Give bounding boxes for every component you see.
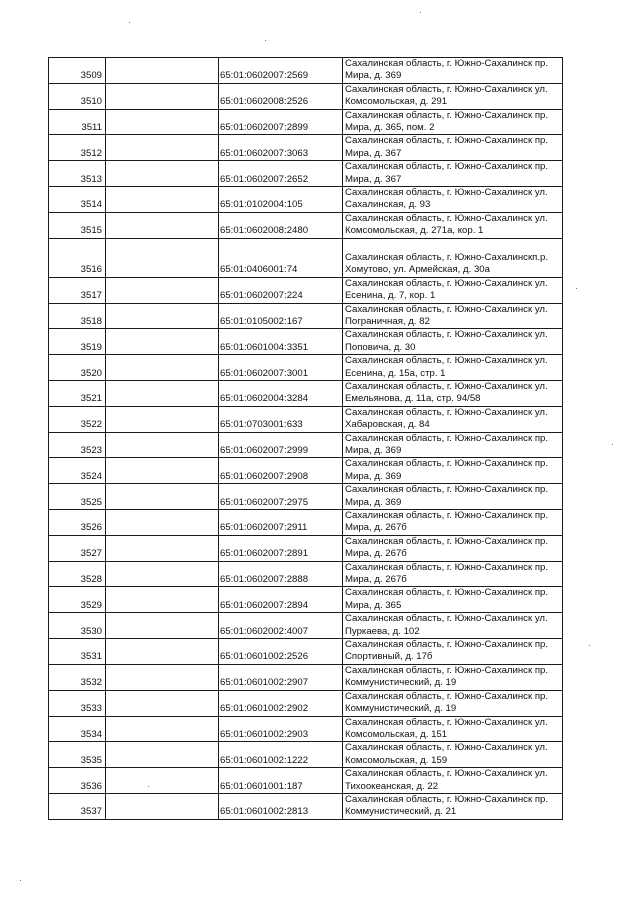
address-cell (343, 510, 563, 536)
row-number: 3527 (49, 535, 106, 561)
address-cell (343, 535, 563, 561)
address-line: Сахалинская область, г. Южно-Сахалинск пр. (345, 161, 549, 173)
row-number: 3535 (49, 742, 106, 768)
empty-cell (106, 135, 219, 161)
table-row (49, 109, 563, 135)
cadastral-number: 65:01:0601002:2813 (219, 793, 343, 819)
address-line: Сахалинская область, г. Южно-Сахалинск пр. (345, 510, 549, 521)
row-number: 3522 (49, 406, 106, 432)
row-number: 3515 (49, 212, 106, 238)
empty-cell (106, 303, 219, 329)
address-line: Сахалинская область, г. Южно-Сахалинск пр. (345, 432, 549, 444)
empty-cell (106, 561, 219, 587)
empty-cell (106, 238, 219, 277)
address-line: Тихоокеанская, д. 22 (345, 780, 439, 792)
cadastral-number: 65:01:0601002:2903 (219, 716, 343, 742)
address-line: Коммунистический, д. 19 (345, 703, 457, 715)
address-cell (343, 58, 563, 84)
address-line: Сахалинская область, г. Южно-Сахалинск пр. (345, 690, 549, 702)
empty-cell (106, 187, 219, 213)
cadastral-number: 65:01:0602007:3063 (219, 135, 343, 161)
address-line: Сахалинская область, г. Южно-Сахалинск ул. (345, 768, 548, 780)
row-number: 3521 (49, 380, 106, 406)
address-line: Сахалинская область, г. Южно-Сахалинск пр. (345, 535, 549, 547)
address-line: Мира, д. 367 (345, 147, 402, 159)
scan-speck (148, 786, 149, 787)
row-number: 3529 (49, 587, 106, 613)
empty-cell (106, 329, 219, 355)
address-line: Мира, д. 267б (345, 548, 407, 560)
table-row (49, 355, 563, 381)
empty-cell (106, 355, 219, 381)
address-line: Сахалинская область, г. Южно-Сахалинск пр. (345, 664, 549, 676)
cadastral-number: 65:01:0601004:3351 (219, 329, 343, 355)
scan-speck (612, 444, 613, 445)
address-line: Сахалинская область, г. Южно-Сахалинск ул. (345, 187, 548, 199)
row-number: 3519 (49, 329, 106, 355)
empty-cell (106, 613, 219, 639)
address-line: Сахалинская область, г. Южно-Сахалинск пр. (345, 587, 549, 599)
row-number: 3531 (49, 639, 106, 665)
cadastral-number: 65:01:0602002:4007 (219, 613, 343, 639)
address-line: Пограничная, д. 82 (345, 315, 430, 327)
cadastral-number: 65:01:0602007:2891 (219, 535, 343, 561)
cadastral-number: 65:01:0105002:167 (219, 303, 343, 329)
row-number: 3524 (49, 458, 106, 484)
address-line: Сахалинская область, г. Южно-Сахалинск ул. (345, 742, 548, 754)
empty-cell (106, 484, 219, 510)
table-row (49, 238, 563, 277)
address-cell (343, 716, 563, 742)
address-cell (343, 664, 563, 690)
address-cell (343, 639, 563, 665)
address-line: Сахалинская область, г. Южно-Сахалинск ул. (345, 406, 548, 418)
table-row (49, 406, 563, 432)
address-cell (343, 135, 563, 161)
address-cell (343, 768, 563, 794)
table-row (49, 793, 563, 819)
scan-speck (589, 645, 590, 646)
empty-cell (106, 716, 219, 742)
address-line: Мира, д. 267б (345, 522, 407, 534)
row-number: 3533 (49, 690, 106, 716)
cadastral-number: 65:01:0601002:1222 (219, 742, 343, 768)
scan-speck (265, 40, 266, 41)
address-line: Комсомольская, д. 271а, кор. 1 (345, 225, 484, 237)
row-number: 3530 (49, 613, 106, 639)
table-row (49, 58, 563, 84)
row-number: 3534 (49, 716, 106, 742)
address-line: Емельянова, д. 11а, стр. 94/58 (345, 393, 481, 405)
table-row (49, 664, 563, 690)
empty-cell (106, 793, 219, 819)
table-row (49, 639, 563, 665)
table-row (49, 742, 563, 768)
row-number: 3525 (49, 484, 106, 510)
address-cell (343, 109, 563, 135)
address-cell (343, 277, 563, 303)
table-row (49, 380, 563, 406)
cadastral-number: 65:01:0601002:2526 (219, 639, 343, 665)
address-line: Сахалинская область, г. Южно-Сахалинск пр. (345, 561, 549, 573)
empty-cell (106, 639, 219, 665)
row-number: 3523 (49, 432, 106, 458)
registry-table (48, 57, 563, 820)
cadastral-number: 65:01:0602007:3001 (219, 355, 343, 381)
address-line: Сахалинская область, г. Южно-Сахалинск ул. (345, 355, 548, 367)
address-line: Сахалинская область, г. Южно-Сахалинск ул. (345, 613, 548, 625)
table-row (49, 187, 563, 213)
address-cell (343, 355, 563, 381)
row-number: 3536 (49, 768, 106, 794)
cadastral-number: 65:01:0602007:2894 (219, 587, 343, 613)
cadastral-number: 65:01:0602007:2899 (219, 109, 343, 135)
table-row (49, 613, 563, 639)
row-number: 3526 (49, 510, 106, 536)
address-line: Сахалинская область, г. Южно-Сахалинск ул. (345, 329, 548, 341)
cadastral-number: 65:01:0602007:224 (219, 277, 343, 303)
row-number: 3513 (49, 161, 106, 187)
address-line: Комсомольская, д. 151 (345, 728, 448, 740)
empty-cell (106, 380, 219, 406)
address-cell (343, 161, 563, 187)
address-line: Хабаровская, д. 84 (345, 419, 430, 431)
row-number: 3511 (49, 109, 106, 135)
empty-cell (106, 690, 219, 716)
address-line: Сахалинская область, г. Южно-Сахалинск пр. (345, 109, 549, 121)
address-line: Сахалинская область, г. Южно-Сахалинск пр. (345, 484, 549, 496)
table-row (49, 716, 563, 742)
address-line: Мира, д. 267б (345, 574, 407, 586)
address-line: Сахалинская область, г. Южно-Сахалинск ул. (345, 83, 548, 95)
table-row (49, 277, 563, 303)
empty-cell (106, 664, 219, 690)
cadastral-number: 65:01:0602004:3284 (219, 380, 343, 406)
empty-cell (106, 742, 219, 768)
table-row (49, 83, 563, 109)
address-cell (343, 238, 563, 277)
row-number: 3518 (49, 303, 106, 329)
table-row (49, 510, 563, 536)
cadastral-number: 65:01:0602007:2888 (219, 561, 343, 587)
address-line: Мира, д. 369 (345, 496, 402, 508)
row-number: 3512 (49, 135, 106, 161)
address-line: Сахалинская область, г. Южно-Сахалинск пр. (345, 58, 549, 69)
scan-speck (420, 12, 421, 13)
address-cell (343, 690, 563, 716)
empty-cell (106, 768, 219, 794)
address-line: Сахалинская область, г. Южно-Сахалинск пр. (345, 639, 549, 651)
address-line: Мира, д. 365 (345, 599, 402, 611)
cadastral-number: 65:01:0602007:2569 (219, 58, 343, 84)
address-line: Сахалинская область, г. Южно-Сахалинск ул. (345, 212, 548, 224)
empty-cell (106, 58, 219, 84)
scan-speck (576, 288, 577, 289)
row-number: 3528 (49, 561, 106, 587)
address-cell (343, 187, 563, 213)
address-line: Сахалинская область, г. Южно-Сахалинск пр. (345, 793, 549, 805)
address-line: Сахалинская область, г. Южно-Сахалинск ул. (345, 277, 548, 289)
table-row (49, 432, 563, 458)
address-cell (343, 432, 563, 458)
address-line: Мира, д. 369 (345, 70, 402, 82)
row-number: 3509 (49, 58, 106, 84)
address-line: Сахалинская область, г. Южно-Сахалинскп.р. (345, 251, 549, 263)
table-row (49, 768, 563, 794)
empty-cell (106, 212, 219, 238)
table-row (49, 161, 563, 187)
cadastral-number: 65:01:0601001:187 (219, 768, 343, 794)
address-line: Есенина, д. 15а, стр. 1 (345, 367, 446, 379)
table-row (49, 458, 563, 484)
address-cell (343, 793, 563, 819)
address-line: Сахалинская область, г. Южно-Сахалинск пр. (345, 135, 549, 147)
empty-cell (106, 83, 219, 109)
row-number: 3510 (49, 83, 106, 109)
table-row (49, 135, 563, 161)
address-line: Сахалинская область, г. Южно-Сахалинск ул. (345, 303, 548, 315)
cadastral-number: 65:01:0601002:2902 (219, 690, 343, 716)
empty-cell (106, 432, 219, 458)
empty-cell (106, 535, 219, 561)
address-line: Хомутово, ул. Армейская, д. 30а (345, 264, 490, 276)
empty-cell (106, 277, 219, 303)
table-row (49, 212, 563, 238)
cadastral-number: 65:01:0602007:2911 (219, 510, 343, 536)
scan-speck (20, 880, 21, 881)
table-row (49, 535, 563, 561)
empty-cell (106, 458, 219, 484)
address-line: Есенина, д. 7, кор. 1 (345, 290, 436, 302)
table-row (49, 587, 563, 613)
scan-speck (129, 22, 130, 23)
cadastral-number: 65:01:0102004:105 (219, 187, 343, 213)
empty-cell (106, 406, 219, 432)
address-cell (343, 484, 563, 510)
cadastral-number: 65:01:0602008:2526 (219, 83, 343, 109)
address-cell (343, 380, 563, 406)
table-row (49, 484, 563, 510)
cadastral-number: 65:01:0703001:633 (219, 406, 343, 432)
address-line: Мира, д. 365, пом. 2 (345, 122, 435, 134)
address-cell (343, 406, 563, 432)
address-line: Пуркаева, д. 102 (345, 625, 420, 637)
empty-cell (106, 587, 219, 613)
row-number: 3516 (49, 238, 106, 277)
row-number: 3537 (49, 793, 106, 819)
address-cell (343, 587, 563, 613)
address-line: Мира, д. 367 (345, 173, 402, 185)
address-cell (343, 303, 563, 329)
address-cell (343, 212, 563, 238)
address-line: Сахалинская, д. 93 (345, 199, 431, 211)
cadastral-number: 65:01:0602007:2908 (219, 458, 343, 484)
table-row (49, 561, 563, 587)
row-number: 3514 (49, 187, 106, 213)
cadastral-number: 65:01:0602008:2480 (219, 212, 343, 238)
cadastral-number: 65:01:0601002:2907 (219, 664, 343, 690)
cadastral-number: 65:01:0602007:2975 (219, 484, 343, 510)
address-line: Поповича, д. 30 (345, 341, 416, 353)
empty-cell (106, 161, 219, 187)
address-line: Комсомольская, д. 291 (345, 96, 448, 108)
address-cell (343, 613, 563, 639)
address-cell (343, 83, 563, 109)
address-line: Комсомольская, д. 159 (345, 754, 448, 766)
address-cell (343, 561, 563, 587)
table-row (49, 329, 563, 355)
address-cell (343, 458, 563, 484)
address-line: Спортивный, д. 17б (345, 651, 433, 663)
address-line: Сахалинская область, г. Южно-Сахалинск ул. (345, 380, 548, 392)
address-line: Мира, д. 369 (345, 444, 402, 456)
registry-table-body (49, 58, 563, 820)
address-line: Сахалинская область, г. Южно-Сахалинск ул. (345, 716, 548, 728)
address-line: Коммунистический, д. 19 (345, 677, 457, 689)
empty-cell (106, 109, 219, 135)
cadastral-number: 65:01:0406001:74 (219, 238, 343, 277)
address-cell (343, 329, 563, 355)
row-number: 3520 (49, 355, 106, 381)
cadastral-number: 65:01:0602007:2999 (219, 432, 343, 458)
address-line: Сахалинская область, г. Южно-Сахалинск пр. (345, 458, 549, 470)
empty-cell (106, 510, 219, 536)
cadastral-number: 65:01:0602007:2652 (219, 161, 343, 187)
address-line: Мира, д. 369 (345, 470, 402, 482)
address-cell (343, 742, 563, 768)
row-number: 3517 (49, 277, 106, 303)
address-line: Коммунистический, д. 21 (345, 806, 457, 818)
table-row (49, 303, 563, 329)
row-number: 3532 (49, 664, 106, 690)
table-row (49, 690, 563, 716)
